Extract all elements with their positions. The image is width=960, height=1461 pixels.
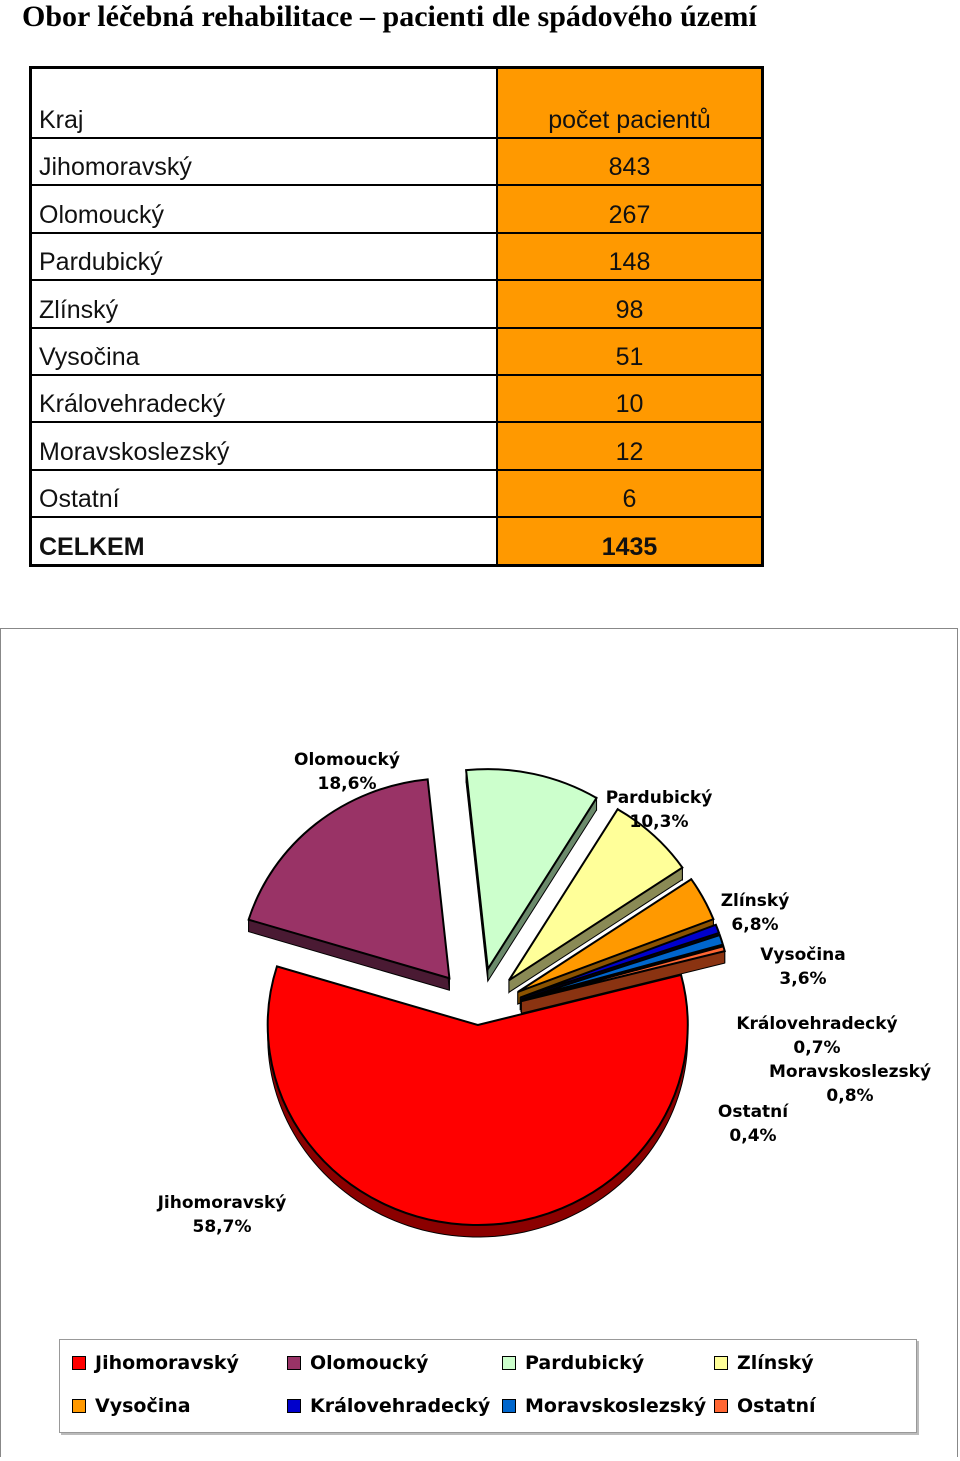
legend-label: Pardubický — [525, 1352, 645, 1374]
legend-swatch — [287, 1356, 301, 1370]
table-header-row — [31, 68, 763, 139]
legend-label: Královehradecký — [310, 1395, 491, 1417]
count-cell: 51 — [497, 328, 763, 375]
legend-swatch — [714, 1399, 728, 1413]
chart-legend — [59, 1339, 917, 1433]
total-value: 1435 — [497, 517, 763, 565]
count-cell: 6 — [497, 470, 763, 517]
legend-swatch — [502, 1399, 516, 1413]
table-row — [31, 138, 763, 185]
legend-swatch — [714, 1356, 728, 1370]
legend-item — [502, 1352, 644, 1374]
region-cell: Moravskoslezský — [31, 422, 498, 469]
table-row — [31, 470, 763, 517]
count-cell: 843 — [497, 138, 763, 185]
region-cell: Ostatní — [31, 470, 498, 517]
table-row — [31, 185, 763, 232]
region-cell: Královehradecký — [31, 375, 498, 422]
slice-label: Pardubický 10,3% — [605, 788, 713, 832]
legend-item — [502, 1395, 706, 1417]
region-cell: Olomoucký — [31, 185, 498, 232]
table-total-row — [31, 517, 763, 565]
region-cell: Zlínský — [31, 280, 498, 327]
legend-label: Jihomoravský — [95, 1352, 239, 1374]
count-cell: 98 — [497, 280, 763, 327]
slice-label: Zlínský 6,8% — [720, 891, 790, 935]
legend-swatch — [287, 1399, 301, 1413]
pie-slice-jihomoravský — [268, 966, 688, 1225]
slice-label: Vysočina 3,6% — [760, 945, 846, 989]
legend-item — [714, 1395, 816, 1417]
legend-label: Moravskoslezský — [525, 1395, 707, 1417]
legend-item — [72, 1395, 191, 1417]
slice-label: Jihomoravský 58,7% — [157, 1193, 287, 1237]
table-row — [31, 280, 763, 327]
legend-item — [287, 1352, 428, 1374]
count-cell: 267 — [497, 185, 763, 232]
legend-swatch — [72, 1356, 86, 1370]
count-cell: 148 — [497, 233, 763, 280]
legend-item — [714, 1352, 814, 1374]
table-row — [31, 375, 763, 422]
legend-item — [72, 1352, 239, 1374]
legend-swatch — [502, 1356, 516, 1370]
slice-label: Olomoucký 18,6% — [294, 750, 400, 794]
pie-slice-olomoucký — [249, 779, 450, 978]
legend-label: Vysočina — [95, 1395, 191, 1417]
region-cell: Jihomoravský — [31, 138, 498, 185]
region-cell: Vysočina — [31, 328, 498, 375]
count-cell: 10 — [497, 375, 763, 422]
legend-swatch — [72, 1399, 86, 1413]
legend-label: Ostatní — [737, 1395, 816, 1417]
legend-label: Olomoucký — [310, 1352, 429, 1374]
table-row — [31, 328, 763, 375]
legend-item — [287, 1395, 490, 1417]
patients-table — [29, 66, 764, 567]
page-title: Obor léčebná rehabilitace – pacienti dle spádového území — [22, 0, 757, 33]
count-cell: 12 — [497, 422, 763, 469]
slice-label: Moravskoslezský 0,8% — [768, 1062, 932, 1106]
table-row — [31, 422, 763, 469]
slice-label: Královehradecký 0,7% — [736, 1014, 898, 1058]
region-cell: Pardubický — [31, 233, 498, 280]
slice-label: Ostatní 0,4% — [717, 1102, 789, 1146]
legend-label: Zlínský — [737, 1352, 814, 1374]
header-count: počet pacientů — [497, 68, 763, 139]
table-row — [31, 233, 763, 280]
pie-chart — [0, 628, 958, 1328]
header-region: Kraj — [31, 68, 498, 139]
total-label: CELKEM — [31, 517, 498, 565]
